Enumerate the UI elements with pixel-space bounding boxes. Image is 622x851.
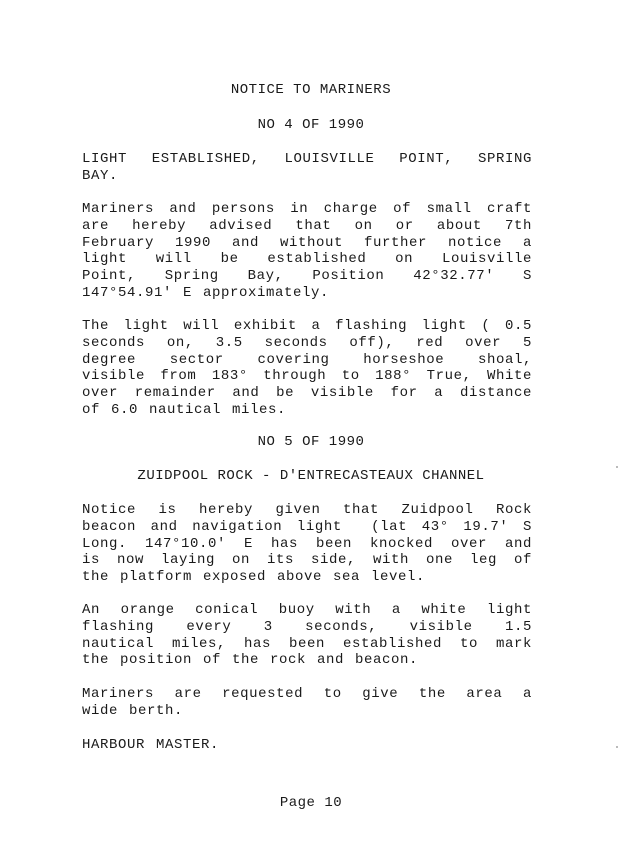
text-line: beacon and navigation light (lat 43° 19.7' S: [82, 518, 532, 535]
text-line: BAY.: [82, 167, 119, 184]
text-line: is now laying on its side, with one leg of: [82, 552, 532, 569]
text-line: Long. 147°10.0' E has been knocked over and: [82, 535, 532, 552]
text-line: of 6.0 nautical miles.: [82, 401, 287, 418]
document-title: NOTICE TO MARINERS: [230, 82, 392, 98]
page-number: Page 10: [279, 795, 343, 811]
text-line: LIGHT ESTABLISHED, LOUISVILLE POINT, SPRING: [82, 151, 532, 167]
text-line: over remainder and be visible for a distance: [82, 385, 532, 402]
text-line: the position of the rock and beacon.: [82, 652, 419, 669]
text-line: the platform exposed above sea level.: [82, 569, 426, 586]
text-line: are hereby advised that on or about 7th: [82, 217, 532, 234]
paragraph-2: [82, 318, 532, 419]
text-line: wide berth.: [82, 702, 184, 719]
signoff: [82, 737, 532, 754]
text-line: February 1990 and without further notice a: [82, 234, 532, 251]
notice-number-1: NO 4 OF 1990: [257, 117, 365, 133]
paragraph-5: [82, 686, 532, 720]
text-line: nautical miles, has been established to mark: [82, 635, 532, 652]
text-line: visible from 183° through to 188° True, White: [82, 368, 532, 385]
notice-number-2: NO 5 OF 1990: [257, 434, 365, 450]
paragraph-1: [82, 201, 532, 302]
text-line: HARBOUR MASTER.: [82, 737, 220, 753]
text-line: seconds on, 3.5 seconds off), red over 5: [82, 334, 532, 351]
notice-heading-1: [82, 151, 532, 185]
text-line: Mariners are requested to give the area a: [82, 686, 532, 702]
scan-speck: [616, 466, 618, 468]
scan-speck: [616, 746, 618, 748]
text-line: light will be established on Louisville: [82, 251, 532, 268]
text-line: An orange conical buoy with a white light: [82, 602, 532, 618]
text-line: Point, Spring Bay, Position 42°32.77' S: [82, 268, 532, 285]
text-line: Notice is hereby given that Zuidpool Rock: [82, 502, 532, 518]
paragraph-4: [82, 602, 532, 669]
text-line: flashing every 3 seconds, visible 1.5: [82, 618, 532, 635]
text-line: 147°54.91' E approximately.: [82, 284, 330, 301]
notice-heading-2: ZUIDPOOL ROCK - D'ENTRECASTEAUX CHANNEL: [137, 468, 485, 484]
text-line: Mariners and persons in charge of small craft: [82, 201, 532, 217]
paragraph-3: [82, 502, 532, 586]
text-line: degree sector covering horseshoe shoal,: [82, 351, 532, 368]
text-line: The light will exhibit a flashing light ( 0.5: [82, 318, 532, 334]
